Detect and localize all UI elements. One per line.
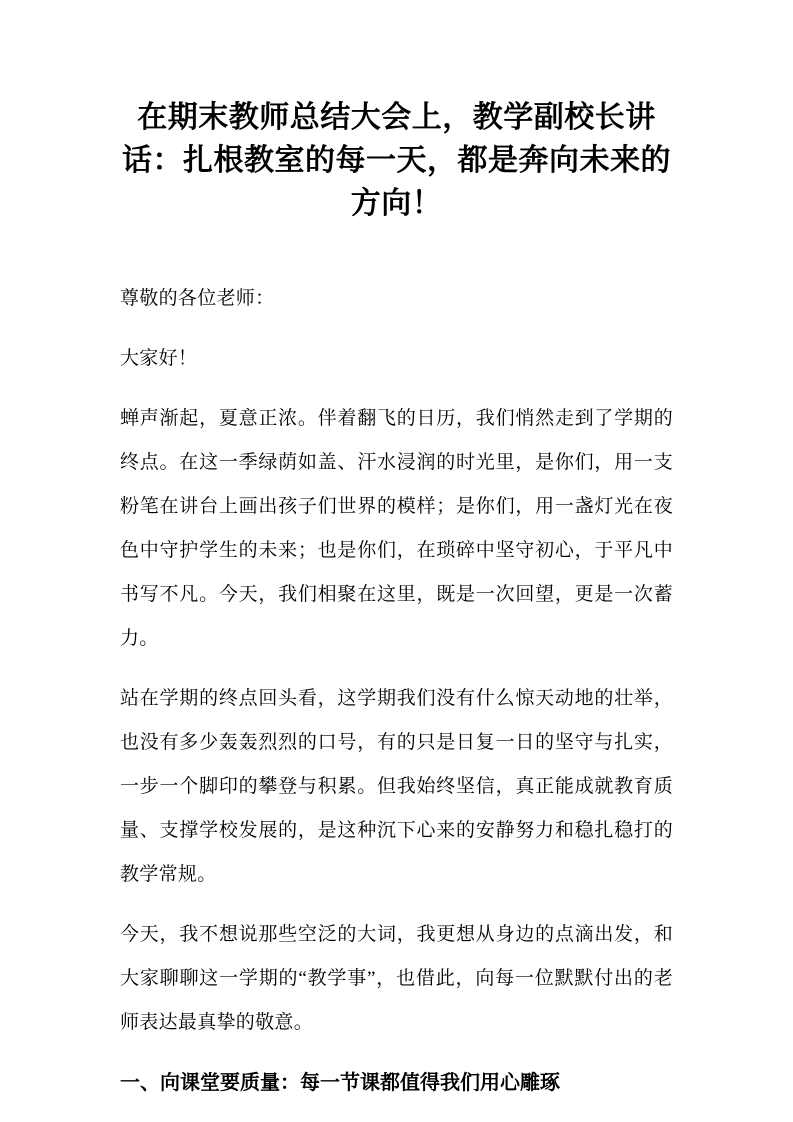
section-heading-1: 一、向课堂要质量：每一节课都值得我们用心雕琢 (120, 1072, 560, 1094)
paragraph-greeting: 大家好！ (120, 348, 198, 369)
paragraph-intent: 今天，我不想说那些空泛的大词，我更想从身边的点滴出发，和大家聊聊这一学期的“教学事”，也借此，向每一位默默付出的老师表达最真挚的敬意。 (120, 924, 673, 1033)
paragraph-semester-review: 站在学期的终点回头看，这学期我们没有什么惊天动地的壮举，也没有多少轰轰烈烈的口号，有的只是日复一日的坚守与扎实，一步一个脚印的攀登与积累。但我始终坚信，真正能成就教育质量、支撑学校发展的，是这种沉下心来的安静努力和稳扎稳打的教学常规。 (120, 688, 673, 885)
paragraph-salutation: 尊敬的各位老师： (120, 288, 275, 309)
document-title: 在期末教师总结大会上，教学副校长讲话：扎根教室的每一天，都是奔向未来的方向！ (122, 101, 671, 220)
paragraph-opening: 蝉声渐起，夏意正浓。伴着翻飞的日历，我们悄然走到了学期的终点。在这一季绿荫如盖、汗水浸润的时光里，是你们，用一支粉笔在讲台上画出孩子们世界的模样；是你们，用一盏灯光在夜色中守护学生的未来；也是你们，在琐碎中坚守初心，于平凡中书写不凡。今天，我们相聚在这里，既是一次回望，更是一次蓄力。 (120, 408, 673, 649)
